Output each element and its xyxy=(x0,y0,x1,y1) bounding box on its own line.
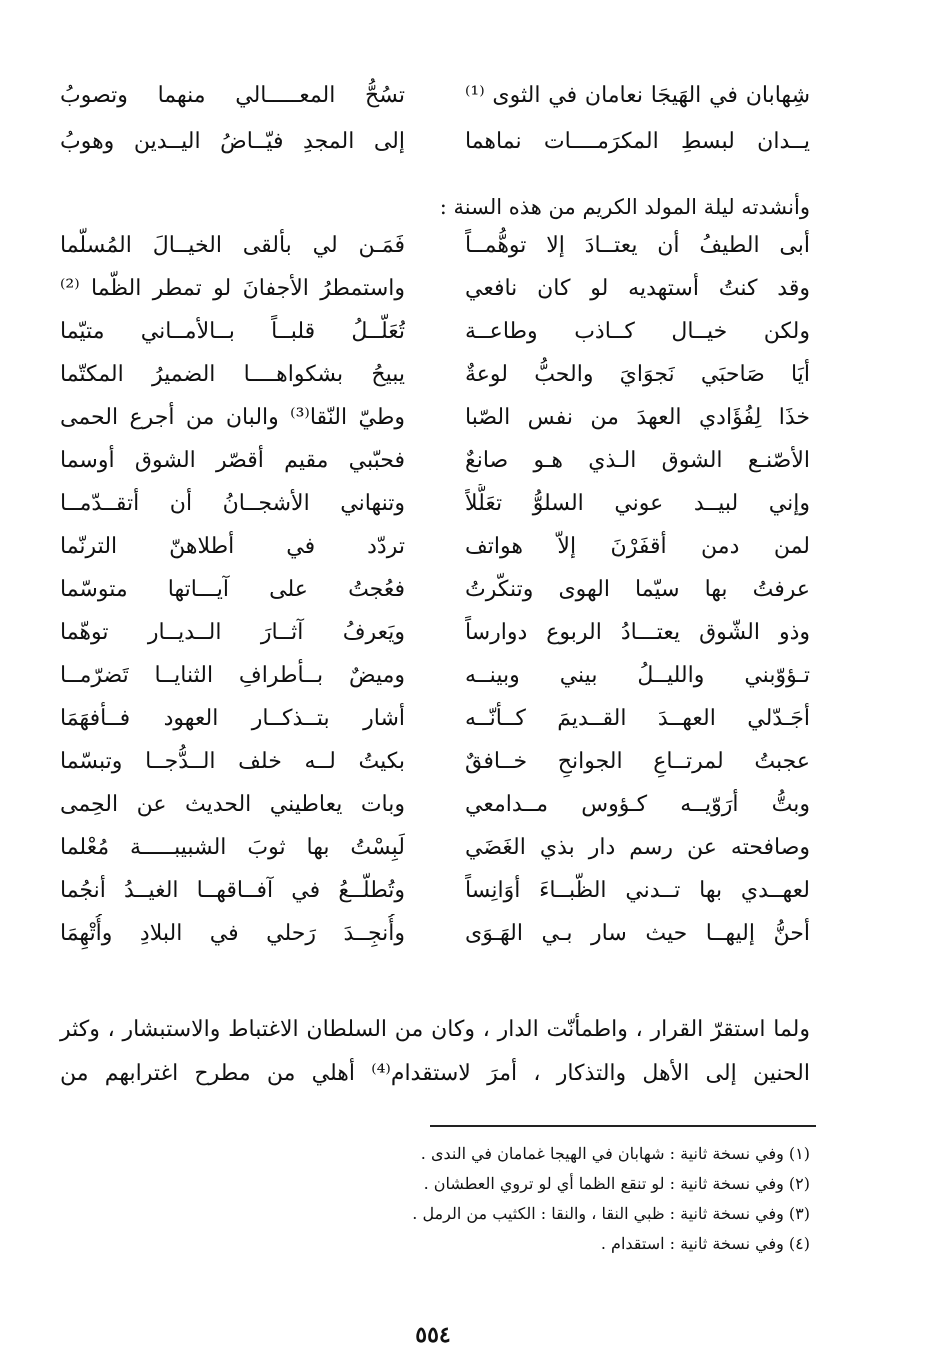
verse-line xyxy=(60,785,810,825)
verse-second-hemistich: فحبّبي مقيم أقصّر الشوق أوسما xyxy=(60,448,405,473)
verse-second-hemistich: فَمَـن لي بألقى الخيــالَ المُسلّما xyxy=(60,233,405,258)
verse-second-hemistich: بكيتُ لــه خلف الــدُّجــا وتبسّما xyxy=(60,749,405,774)
verse-second-hemistich: تسُحُّ المعـــــالي منهما وتصوبُ xyxy=(60,83,405,108)
verse-line xyxy=(60,122,810,162)
verse-line xyxy=(60,398,810,438)
verse-second-hemistich: ويَعرفُ آثــارَ الــديــار توهّما xyxy=(60,620,405,645)
verse-first-hemistich: يــدان لبسطِ المكرَمــــات نماهما xyxy=(465,129,810,154)
verse-second-hemistich: وتنهاني الأشجــانُ أن أتقــدّمــا xyxy=(60,491,405,516)
verse-first-hemistich: خذَا لِفُؤَادي العهدَ من نفس الصّبا xyxy=(465,405,810,430)
verse-line xyxy=(60,871,810,911)
verse-first-hemistich: عجبتُ لمرتــاعِ الجوانحِ خــافقٌ xyxy=(465,749,810,774)
verse-line xyxy=(60,226,810,266)
page-number: ٥٥٤ xyxy=(415,1322,451,1348)
verse-first-hemistich: أجَـدّلي العهــدَ القــديمَ كــأنّــه xyxy=(465,706,810,731)
verse-line xyxy=(60,570,810,610)
verse-second-hemistich: وبات يعاطيني الحديث عن الحِمى xyxy=(60,792,405,817)
prose-line: ولما استقرّ القرار ، واطمأنّت الدار ، وكان من السلطان الاغتباط والاستبشار ، وكثر xyxy=(60,1017,810,1042)
verse-line xyxy=(60,355,810,395)
verse-first-hemistich: وذو الشّوق يعتـــادُ الربوع دوارساً xyxy=(465,620,810,645)
verse-first-hemistich: أيَا صَاحبَي نَجوَايَ والحبُّ لوعةٌ xyxy=(465,362,810,387)
verse-first-hemistich: الأصّنـع الشوق الـذي هـو صانعٌ xyxy=(465,448,810,473)
verse-second-hemistich: يبيحُ بشكواهــــا الضميرُ المكتّما xyxy=(60,362,405,387)
verse-line xyxy=(60,441,810,481)
footnotes xyxy=(110,1140,810,1260)
verse-first-hemistich: لمن دمن أقفَرْنَ إلاّ هواتف xyxy=(465,534,810,559)
verse-first-hemistich: وقد كنتُ أستهديه لو كان نافعي xyxy=(465,276,810,301)
footnote: (٣) وفي نسخة ثانية : ظبي النقا ، والنقا : الكثيب من الرمل . xyxy=(412,1204,810,1223)
verse-second-hemistich: تُعَلّــلُ قلبــاً بــالأمــاني متيّما xyxy=(60,319,405,344)
verse-first-hemistich: تـؤوّبني والليــلُ بيني وبينــه xyxy=(465,663,810,688)
prose-paragraph xyxy=(60,1008,810,1096)
verse-line xyxy=(60,484,810,524)
verse-first-hemistich: وبتُّ أرَوّيــه كـؤوس مــدامعي xyxy=(465,792,810,817)
verse-second-hemistich: وطيّ النّقا⁽³⁾ والبان من أجرع الحمى xyxy=(60,405,405,430)
verse-first-hemistich: أحنُّ إليهــا حيث سار بـي الهَـوَى xyxy=(465,921,810,946)
verse-second-hemistich: وتُطلّــعُ في آفــاقهــا الغيــدُ أنجُما xyxy=(60,878,405,903)
verse-first-hemistich: أبى الطيفُ أن يعتــادَ إلا توهُّمــاً xyxy=(465,233,810,258)
verse-second-hemistich: لَبِسْتُ بها ثوبَ الشبيبـــــة مُعْلما xyxy=(60,835,405,860)
verse-second-hemistich: فعُجتُ على آيـــاتها متوسّما xyxy=(60,577,405,602)
footnote: (٢) وفي نسخة ثانية : لو تنقع الظما أي لو تروي العطشان . xyxy=(423,1174,810,1193)
verse-line xyxy=(60,76,810,116)
verse-line xyxy=(60,656,810,696)
verse-second-hemistich: أشار بتــذكــار العهود فــأفهَمَا xyxy=(60,706,405,731)
verse-line xyxy=(60,914,810,954)
verse-first-hemistich: عرفتُ بها سيّما الهوى وتنكّرتُ xyxy=(465,577,810,602)
verse-first-hemistich: وإني لبيــد عوني السلوُّ تعَلُّلاً xyxy=(465,491,810,516)
verse-first-hemistich: وصافحته عن رسم دار بذي الغَضَي xyxy=(465,835,810,860)
verse-second-hemistich: واستمطرُ الأجفانَ لو تمطر الظّما ⁽²⁾ xyxy=(60,276,405,301)
footnote: (٤) وفي نسخة ثانية : استقدام . xyxy=(600,1234,810,1253)
verse-line xyxy=(60,613,810,653)
verse-first-hemistich: ولكن خيــال كــاذب وطاعــة xyxy=(465,319,810,344)
verse-line xyxy=(60,312,810,352)
verse-second-hemistich: وميضٌ بــأطرافِ الثنايــا تَضرّمــا xyxy=(60,663,405,688)
footnote: (١) وفي نسخة ثانية : شهابان في الهيجا غمامان في الندى . xyxy=(420,1144,810,1163)
verse-line xyxy=(60,742,810,782)
verse-line xyxy=(60,527,810,567)
verse-line xyxy=(60,269,810,309)
verse-line xyxy=(60,699,810,739)
verse-second-hemistich: وأُنجِــدَ رَحلي في البلادِ وأُتْهِمَا xyxy=(60,921,405,946)
verse-first-hemistich: لعهــدي بها تــدني الظّبــاءَ أوَانِساً xyxy=(465,878,810,903)
footnote-divider xyxy=(430,1125,816,1127)
poem-introduction: وأنشدته ليلة المولد الكريم من هذه السنة : xyxy=(439,195,810,219)
prose-line: الحنين إلى الأهل والتذكار ، أمرَ لاستقدام⁽⁴⁾ أهلي من مطرح اغترابهم من xyxy=(60,1061,810,1086)
verse-second-hemistich: تردّد في أطلاهنّ الترنّما xyxy=(60,534,405,559)
verse-second-hemistich: إلى المجدِ فيّــاضُ اليــدين وهوبُ xyxy=(60,129,405,154)
verse-first-hemistich: شِهابان في الهَيجَا نعامان في الثوى ⁽¹⁾ xyxy=(465,83,810,108)
verse-line xyxy=(60,828,810,868)
